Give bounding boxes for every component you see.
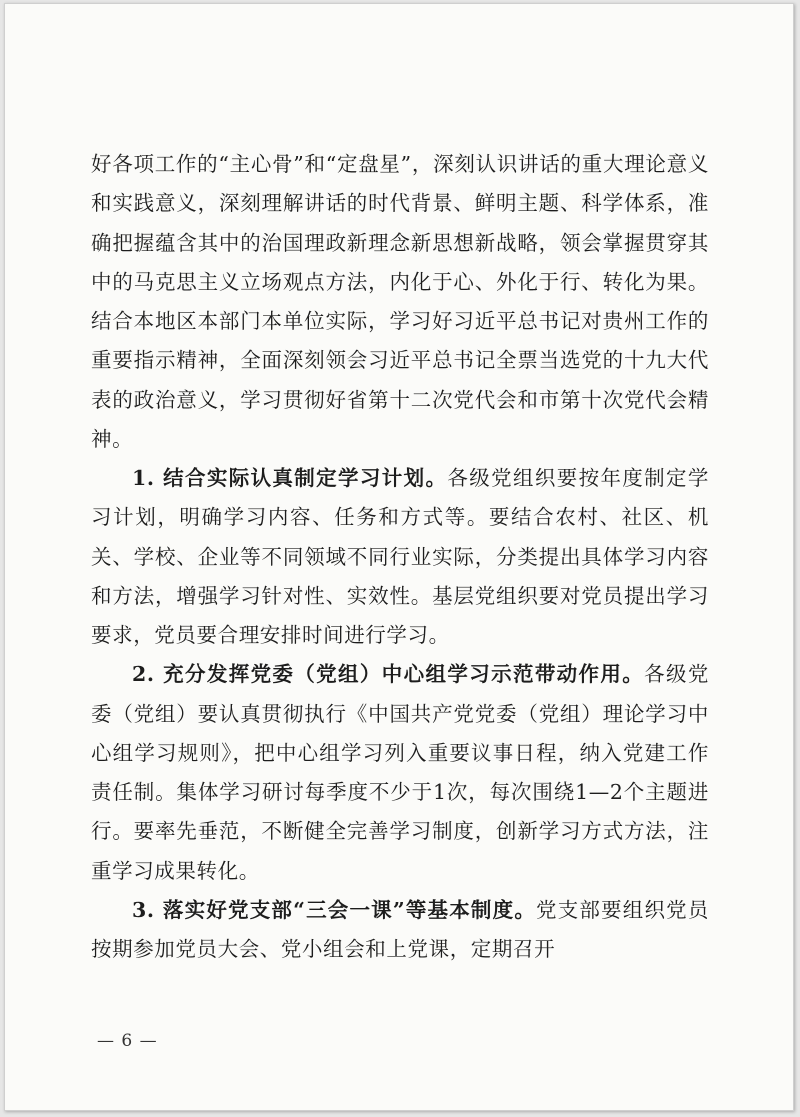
paragraph-item-2: [91, 655, 709, 891]
paragraph-heading: 3. 落实好党支部“三会一课”等基本制度。: [132, 897, 537, 922]
document-body: [91, 145, 709, 969]
paragraph-text: 党支部要组织党员按期参加党员大会、党小组会和上党课，定期召开: [91, 897, 709, 961]
page-number: — 6 —: [97, 1031, 158, 1051]
paragraph-heading: 2. 充分发挥党委（党组）中心组学习示范带动作用。: [132, 662, 645, 687]
paragraph-heading: 1. 结合实际认真制定学习计划。: [132, 466, 448, 490]
paragraph-item-1: [91, 459, 709, 655]
paragraph-text: 好各项工作的“主心骨”和“定盘星”，深刻认识讲话的重大理论意义和实践意义，深刻理解讲话的时代背景、鲜明主题、科学体系，准确把握蕴含其中的治国理政新理念新思想新战略，领会掌握贯穿其中的马克思主义立场观点方法，内化于心、外化于行、转化为果。结合本地区本部门本单位实际，学习好习近平总书记对贵州工作的重要指示精神，全面深刻领会习近平总书记全票当选党的十九大代表的政治意义，学习贯彻好省第十二次党代会和市第十次党代会精神。: [91, 152, 709, 451]
paragraph-item-3: [91, 891, 709, 970]
paragraph-text: 各级党组织要按年度制定学习计划，明确学习内容、任务和方式等。要结合农村、社区、机关、学校、企业等不同领域不同行业实际，分类提出具体学习内容和方法，增强学习针对性、实效性。基层党组织要对党员提出学习要求，党员要合理安排时间进行学习。: [91, 466, 710, 647]
paragraph-intro: [91, 145, 709, 459]
document-page: [4, 3, 794, 1111]
paragraph-text: 各级党委（党组）要认真贯彻执行《中国共产党党委（党组）理论学习中心组学习规则》，把中心组学习列入重要议事日程，纳入党建工作责任制。集体学习研讨每季度不少于1次，每次围绕1—2个主题进行。要率先垂范，不断健全完善学习制度，创新学习方式方法，注重学习成果转化。: [91, 662, 709, 883]
